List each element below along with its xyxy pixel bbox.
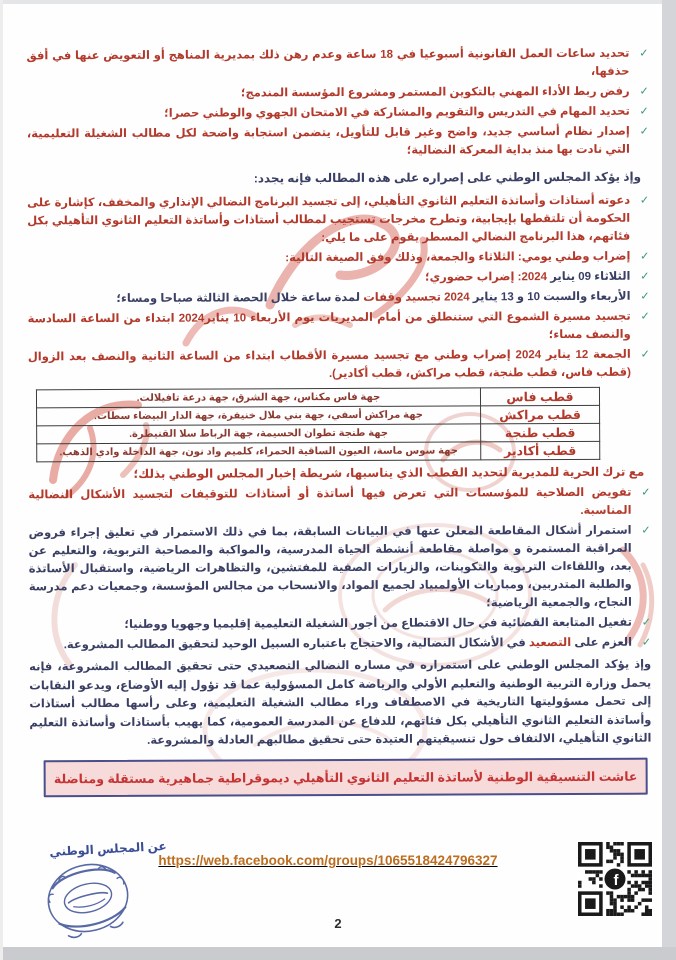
actions-bullet-list xyxy=(28,484,651,655)
checkmark-icon: ✓ xyxy=(640,310,650,323)
bullet-text-segment: التصعيد xyxy=(528,636,572,650)
qr-code-graphic xyxy=(578,842,652,916)
bullet-text-segment: استمرار أشكال المقاطعة المعلن عنها في البيانات السابقة، بما في ذلك الاستمرار في تعليق إجراء فروض المراقبة المستمرة و مواصلة مقاطعة أنشطة الحياة المدرسية، والمواكبة والمصاحبة التربوية، والتعليم عن بعد، واللقاءات التربوية والتكوينات، والزيارات الصفية للمفتشين، والتظاهرات الرياضية، واستقبال الأساتذة والطلبة المتدربين، ومباريات الأولمبياد لجميع المواد، والانسحاب من مجالس المؤسسة، وجمعيات دعم مدرسة النجاح، والجمعية الرياضية؛ xyxy=(28,524,632,610)
regions-cell: جهة فاس مكناس، جهة الشرق، جهة درعة تافيلالت. xyxy=(36,388,480,408)
facebook-url[interactable]: https://web.facebook.com/groups/1065518424796327 xyxy=(158,853,498,868)
intro-statement: وإذ يؤكد المجلس الوطني على إصراره على هذه المطالب فإنه يجدد: xyxy=(253,169,642,186)
checkmark-icon: ✓ xyxy=(639,105,649,118)
pole-name-cell: قطب فاس xyxy=(480,387,599,406)
bullet-text xyxy=(28,308,631,347)
bullet-text-segment: تحديد ساعات العمل القانونية أسبوعيا في 18 ساعة وعدم رهن ذلك بمديرية المناهج أو التعويض عنها في أفق حذفها، xyxy=(26,47,630,78)
bullet-item xyxy=(27,268,649,289)
bullet-text xyxy=(27,83,630,104)
bullet-item xyxy=(27,123,649,162)
bullet-text xyxy=(29,614,632,635)
pole-name-cell: قطب طنجة xyxy=(481,423,600,442)
bullet-text xyxy=(28,484,631,523)
bullet-text-segment: تجسيد مسيرة الشموع التي ستنطلق من أمام المديريات يوم الأربعاء 10 يناير2024 ابتداء من الساعة السادسة والنصف مساء؛ xyxy=(27,310,631,342)
bullet-item xyxy=(27,103,649,124)
scan-edge-bottom xyxy=(0,947,676,960)
checkmark-icon: ✓ xyxy=(640,348,650,361)
bullet-text-segment: العزم على xyxy=(571,636,633,649)
bullet-item xyxy=(28,484,650,523)
bullet-text xyxy=(29,522,632,615)
bullet-text xyxy=(28,346,631,385)
checkmark-icon: ✓ xyxy=(640,250,650,263)
bullet-text xyxy=(27,248,630,269)
pole-name-cell: قطب مراكش xyxy=(481,405,600,424)
regions-cell: جهة مراكش أسفي، جهة بني ملال خنيفرة، جهة الدار البيضاء سطات. xyxy=(37,406,481,426)
bullet-item xyxy=(27,248,649,269)
bullet-text-segment: إضراب وطني يومي: الثلاثاء والجمعة، وذلك وفق الصيغة التالية: xyxy=(285,250,631,265)
bullet-item xyxy=(29,522,651,615)
facebook-group-link[interactable] xyxy=(148,853,508,868)
slogan-banner: عاشت التنسيقية الوطنية لأساتذة التعليم الثانوي التأهيلي ديموقراطية جماهيرية مستقلة ومناضلة xyxy=(44,757,648,797)
bullet-text-segment: دعوته أستاذات وأساتذة التعليم الثانوي التأهيلي، إلى تجسيد البرنامج النضالي الإنذاري والمخفف، كإشارة على الحكومة أن تلتقطها بإيجابية، وتطرح مخرجات تستجيب لمطالب أستاذات وأساتذة التعليم الثانوي التأهيلي بكل فئاتهم، هذا البرنامج النضالي المسطر يقوم على ما يلي: xyxy=(27,194,631,245)
regions-cell: جهة طنجة تطوان الحسيمة، جهة الرباط سلا القنيطرة. xyxy=(37,424,481,444)
bullet-text-segment: الثلاثاء 09 يناير xyxy=(547,270,631,284)
bullet-item xyxy=(28,288,650,309)
bullet-text-segment: لمدة ساعة خلال الحصة الثالثة صباحا ومساء؛ xyxy=(116,291,364,305)
bullet-text xyxy=(27,192,630,249)
bullet-item xyxy=(28,308,650,347)
checkmark-icon: ✓ xyxy=(640,290,650,303)
bullet-item xyxy=(29,634,651,655)
bullet-text-segment: 2024: إضراب حضوري؛ xyxy=(424,271,548,284)
checkmark-icon: ✓ xyxy=(639,47,649,60)
bullet-item xyxy=(28,346,650,385)
bullet-text xyxy=(28,288,631,309)
document-body xyxy=(26,0,651,797)
bullet-item xyxy=(27,192,649,249)
bullet-text-segment: تفعيل المتابعة القضائية في حال الاقتطاع من أجور الشغيلة التعليمية إقليميا وجهويا ووطنيا؛ xyxy=(124,616,633,631)
bullet-text-segment: إصدار نظام أساسي جديد، واضح وغير قابل للتأويل، يتضمن استجابة واضحة لكل مطالب الشغيلة التعليمية، التي نادت بها منذ بداية المعركة النضالية؛ xyxy=(26,125,630,157)
scan-edge-right xyxy=(662,0,676,960)
bullet-text-segment: تحديد المهام في التدريس والتقويم والمشاركة في الامتحان الجهوي والوطني حصرا؛ xyxy=(164,105,630,120)
stamp-caption: عن المجلس الوطني xyxy=(49,838,167,860)
bullet-text xyxy=(27,268,630,289)
table-note: مع ترك الحرية للمديرية لتحديد القطب الذي يناسبها، شريطة إخبار المجلس الوطني بذلك؛ xyxy=(133,464,645,481)
bullet-item xyxy=(26,45,648,84)
protest-program-bullet-list xyxy=(27,192,650,385)
bullet-text xyxy=(26,45,629,84)
checkmark-icon: ✓ xyxy=(639,125,649,138)
demands-bullet-list xyxy=(26,45,648,162)
pole-name-cell: قطب أكادير xyxy=(481,441,600,460)
facebook-qr-code xyxy=(578,842,652,916)
checkmark-icon: ✓ xyxy=(639,85,649,98)
checkmark-icon: ✓ xyxy=(641,636,652,649)
regions-cell: جهة سوس ماسة، العيون الساقية الحمراء، كلميم واد نون، جهة الداخلة وادي الذهب. xyxy=(37,442,481,462)
scan-edge-top xyxy=(0,0,676,4)
scan-edge-left xyxy=(0,0,3,960)
bullet-item xyxy=(27,83,649,104)
bullet-text-segment: تفويض الصلاحية للمؤسسات التي تعرض فيها أساتذة أو أستاذات للتوقيفات لتجسيد الأشكال النضالية المناسبة. xyxy=(28,486,632,517)
table-row xyxy=(37,441,600,461)
svg-text:f: f xyxy=(613,872,619,889)
checkmark-icon: ✓ xyxy=(640,270,650,283)
poles-regions-table xyxy=(36,387,600,462)
page-number: 2 xyxy=(334,916,342,931)
bullet-text-segment: الأربعاء والسبت 10 و 13 يناير xyxy=(469,290,631,304)
bullet-text-segment: 2024 تجسيد وقفات xyxy=(363,291,470,304)
bullet-text xyxy=(27,123,630,162)
closing-paragraph: وإذ يؤكد المجلس الوطني على استمراره في مساره النضالي التصعيدي حتى تحقيق المطالب المشروعة، فإنه يحمل وزارة التربية الوطنية والتعليم الأولي والرياضة كامل المسؤولية عما قد تؤول إليه الأوضاع، ويدعو النقابات إلى تحمل مسؤوليتها التاريخية في الاصطفاف وراء مطالب الشغيلة التعليمية، وعلى رأسها مطالب أستاذات وأساتذة التعليم الثانوي التأهيلي بكل فئاتهم، للدفاع عن المدرسة العمومية، كما يهيب بأستاذات وأساتذة التعليم الثانوي التأهيلي، الالتفاف حول تنسيقيتهم العتيدة حتى تحقيق مطالبهم العادلة والمشروعة. xyxy=(29,658,652,747)
checkmark-icon: ✓ xyxy=(641,486,651,499)
bullet-text xyxy=(27,103,630,124)
bullet-text-segment: في الأشكال النضالية، والاحتجاج باعتباره السبيل الوحيد لتحقيق المطالب المشروعة. xyxy=(63,637,530,652)
poles-table-body xyxy=(36,387,599,461)
bullet-text-segment: رفض ربط الأداء المهني بالتكوين المستمر ومشروع المؤسسة المندمج؛ xyxy=(240,85,630,100)
checkmark-icon: ✓ xyxy=(639,194,650,207)
bullet-text xyxy=(29,634,632,655)
checkmark-icon: ✓ xyxy=(641,524,651,537)
bullet-item xyxy=(29,614,651,635)
bullet-text-segment: الجمعة 12 يناير 2024 إضراب وطني مع تجسيد مسيرة الأقطاب ابتداء من الساعة الثانية والنصف بعد الزوال (قطب فاس، قطب طنجة، قطب مراكش، قطب أكادير). xyxy=(27,348,631,381)
checkmark-icon: ✓ xyxy=(641,616,652,629)
